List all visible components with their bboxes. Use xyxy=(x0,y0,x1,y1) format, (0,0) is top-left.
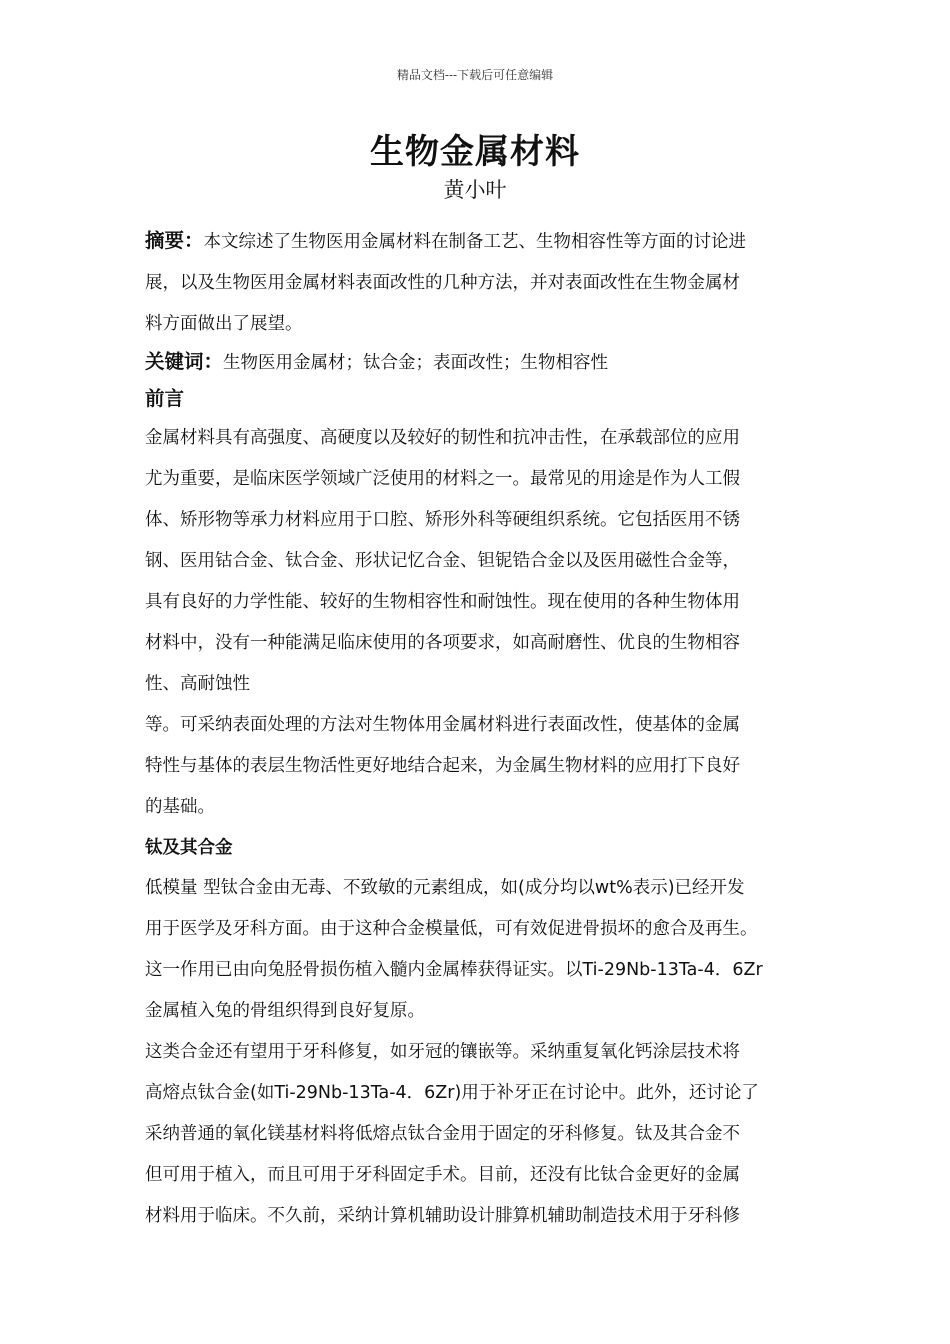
intro-line: 性、高耐蚀性 xyxy=(145,674,250,694)
intro-line: 材料中，没有一种能满足临床使用的各项要求，如高耐磨性、优良的生物相容 xyxy=(145,633,740,653)
intro-line: 体、矫形物等承力材料应用于口腔、矫形外科等硬组织系统。它包括医用不锈 xyxy=(145,510,740,530)
intro-line: 尤为重要，是临床医学领域广泛使用的材料之一。最常见的用途是作为人工假 xyxy=(145,469,740,489)
titanium-line: 高熔点钛合金(如Ti-29Nb-13Ta-4．6Zr)用于补牙正在讨论中。此外，还讨论了 xyxy=(145,1083,759,1103)
abstract-text: 本文综述了生物医用金属材料在制备工艺、生物相容性等方面的讨论进 xyxy=(203,232,747,252)
titanium-line: 材料用于临床。不久前，采纳计算机辅助设计腓算机辅助制造技术用于牙科修 xyxy=(145,1206,740,1226)
titanium-line: 这类合金还有望用于牙科修复，如牙冠的镶嵌等。采纳重复氧化钙涂层技术将 xyxy=(145,1042,740,1062)
abstract-line xyxy=(145,220,817,263)
intro-line: 钢、医用钴合金、钛合金、形状记忆合金、钽铌锆合金以及医用磁性合金等， xyxy=(145,551,740,571)
intro-line: 的基础。 xyxy=(145,797,215,817)
intro-paragraph xyxy=(145,418,817,828)
keywords-paragraph xyxy=(145,345,817,380)
intro-line: 特性与基体的表层生物活性更好地结合起来，为金属生物材料的应用打下良好 xyxy=(145,756,740,776)
intro-line: 金属材料具有高强度、高硬度以及较好的韧性和抗冲击性，在承载部位的应用 xyxy=(145,428,740,448)
titanium-line: 用于医学及牙科方面。由于这种合金模量低，可有效促进骨损坏的愈合及再生。 xyxy=(145,919,758,939)
abstract-paragraph xyxy=(145,220,817,345)
author-name: 黄小叶 xyxy=(443,178,507,202)
keywords-line xyxy=(145,345,817,380)
section-heading-titanium: 钛及其合金 xyxy=(145,838,233,858)
abstract-line: 展，以及生物医用金属材料表面改性的几种方法，并对表面改性在生物金属材 xyxy=(145,273,740,293)
titanium-line: 这一作用已由向兔胫骨损伤植入髓内金属棒获得证实。以Ti-29Nb-13Ta-4．6Zr xyxy=(145,960,763,980)
keywords-text: 生物医用金属材；钛合金；表面改性；生物相容性 xyxy=(223,353,609,373)
keywords-label: 关键词： xyxy=(145,350,224,373)
titanium-line: 但可用于植入，而且可用于牙科固定手术。目前，还没有比钛合金更好的金属 xyxy=(145,1165,740,1185)
titanium-paragraph xyxy=(145,868,817,1237)
header-note: 精品文档---下载后可任意编辑 xyxy=(396,68,554,82)
intro-line: 具有良好的力学性能、较好的生物相容性和耐蚀性。现在使用的各种生物体用 xyxy=(145,592,740,612)
abstract-line: 料方面做出了展望。 xyxy=(145,314,303,334)
titanium-line: 金属植入兔的骨组织得到良好复原。 xyxy=(145,1001,425,1021)
document-title: 生物金属材料 xyxy=(370,132,580,172)
document-body xyxy=(145,220,817,1237)
titanium-line: 低模量 型钛合金由无毒、不致敏的元素组成，如(成分均以wt%表示)已经开发 xyxy=(145,878,745,898)
abstract-label: 摘要： xyxy=(145,229,204,252)
section-heading-intro: 前言 xyxy=(145,387,185,410)
titanium-line: 采纳普通的氧化镁基材料将低熔点钛合金用于固定的牙科修复。钛及其合金不 xyxy=(145,1124,740,1144)
intro-line: 等。可采纳表面处理的方法对生物体用金属材料进行表面改性，使基体的金属 xyxy=(145,715,740,735)
